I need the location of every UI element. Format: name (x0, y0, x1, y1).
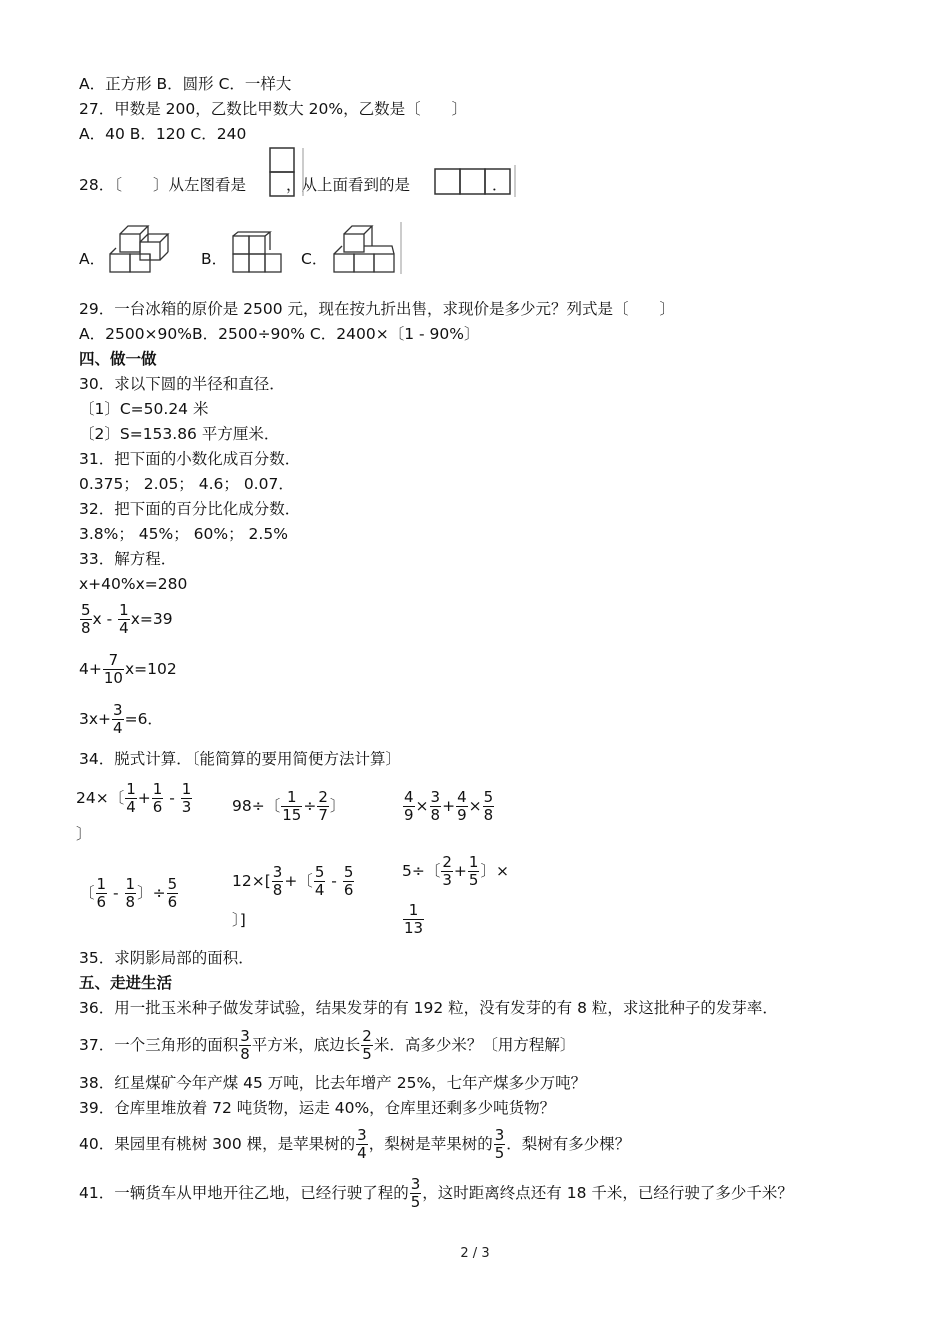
cube-figure-a (106, 220, 172, 276)
calc-1: 24×〔 $\frac{1}{4}$ + $\frac{1}{6}$ - $\frac{1}{3}$ (76, 780, 192, 816)
page-number: 2 / 3 (460, 1246, 490, 1261)
section-4-heading: 四、做一做 (79, 350, 157, 368)
calc-6: 5÷〔 $\frac{2}{3}$ + $\frac{1}{5}$ 〕× (402, 853, 509, 889)
equation-2: $\frac{5}{8}$ x - $\frac{1}{4}$ x=39 (81, 601, 173, 637)
calc-6-tail: $\frac{1}{13}$ (404, 901, 424, 937)
q37-text: 37．一个三角形的面积 $\frac{3}{8}$ 平方米，底边长 $\frac{2}{5}$ 米．高多少米？〔用方程解〕 (79, 1027, 576, 1063)
equation-1: x+40%x=280 (79, 575, 188, 593)
q28-option-a-label: A． (79, 250, 106, 268)
q36-text: 36．用一批玉米种子做发芽试验，结果发芽的有 192 粒，没有发芽的有 8 粒，求这批种子的发芽率． (79, 999, 778, 1017)
q27-text: 27．甲数是 200，乙数比甲数大 20%，乙数是〔 〕 (79, 100, 468, 118)
q27-options: A．40 B．120 C．240 (79, 125, 247, 143)
calc-4: 〔 $\frac{1}{6}$ - $\frac{1}{8}$ 〕÷ $\frac{5}{6}$ (79, 875, 178, 911)
q39-text: 39．仓库里堆放着 72 吨货物，运走 40%，仓库里还剩多少吨货物？ (79, 1099, 556, 1117)
q28-text: 28．〔 〕从左图看是 ，从上面看到的是 ． (79, 176, 508, 194)
q28-option-b-label: B． (201, 250, 228, 268)
calc-1-close: 〕 (76, 825, 92, 843)
calc-5-close: 〕] (232, 911, 246, 929)
q38-text: 38．红星煤矿今年产煤 45 万吨，比去年增产 25%，七年产煤多少万吨？ (79, 1074, 587, 1092)
q30-text: 30．求以下圆的半径和直径． (79, 375, 285, 393)
calc-2: 98÷〔 $\frac{1}{15}$ ÷ $\frac{2}{7}$ 〕 (232, 788, 346, 824)
q31-text: 31．把下面的小数化成百分数． (79, 450, 301, 468)
top-view-figure (432, 165, 518, 197)
q33-text: 33．解方程． (79, 550, 177, 568)
q40-text: 40．果园里有桃树 300 棵，是苹果树的 $\frac{3}{4}$ ，梨树是苹果树的 $\frac{3}{5}$ ．梨树有多少棵？ (79, 1126, 631, 1162)
q32-values: 3.8%； 45%； 60%； 2.5% (79, 525, 288, 543)
q34-text: 34．脱式计算．〔能简算的要用简便方法计算〕 (79, 750, 401, 768)
q31-values: 0.375； 2.05； 4.6； 0.07． (79, 475, 294, 493)
section-5-heading: 五、走进生活 (79, 974, 173, 992)
q29-options: A．2500×90%B．2500÷90% C．2400×〔1 - 90%〕 (79, 325, 480, 343)
q32-text: 32．把下面的百分比化成分数． (79, 500, 301, 518)
q41-text: 41．一辆货车从甲地开往乙地，已经行驶了程的 $\frac{3}{5}$ ，这时距离终点还有 18 千米，已经行驶了多少千米？ (79, 1175, 793, 1211)
calc-3: $\frac{4}{9}$ × $\frac{3}{8}$ + $\frac{4}{9}$ × $\frac{5}{8}$ (404, 788, 494, 824)
q28-option-c-label: C． (301, 250, 328, 268)
equation-3: 4+ $\frac{7}{10}$ x=102 (79, 651, 177, 687)
q29-text: 29．一台冰箱的原价是 2500 元，现在按九折出售，求现价是多少元？列式是〔 〕 (79, 300, 676, 318)
q30-part-1: 〔1〕C=50.24 米 (79, 400, 209, 418)
q26-options: A．正方形 B．圆形 C．一样大 (79, 75, 292, 93)
calc-5: 12×[ $\frac{3}{8}$ +〔 $\frac{5}{4}$ - $\frac{5}{6}$ (232, 863, 354, 899)
cube-figure-b (230, 230, 286, 276)
equation-4: 3x+ $\frac{3}{4}$ =6． (79, 701, 163, 737)
q30-part-2: 〔2〕S=153.86 平方厘米． (79, 425, 280, 443)
q35-text: 35．求阴影局部的面积． (79, 949, 254, 967)
left-view-figure (267, 146, 307, 198)
cube-figure-c (330, 220, 406, 276)
